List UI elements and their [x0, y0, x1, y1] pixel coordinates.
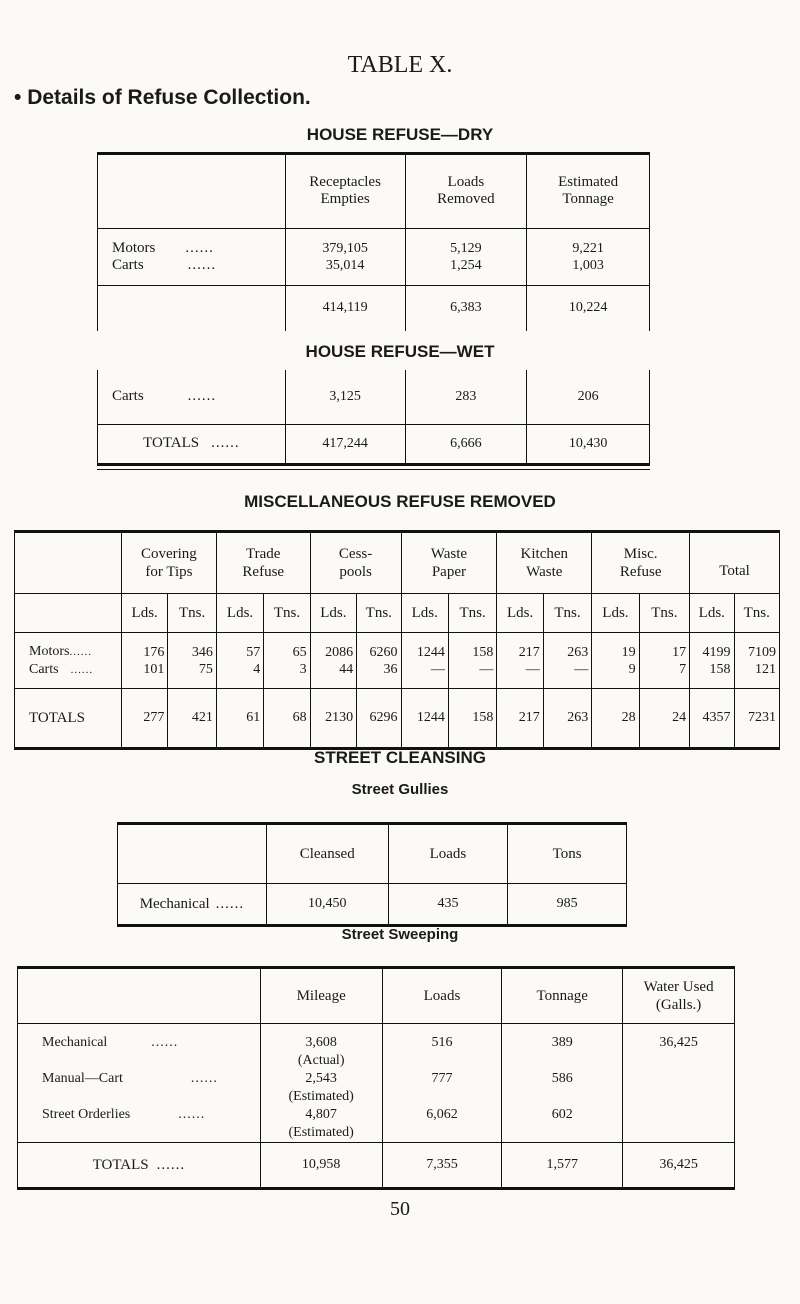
misc-cell: 3 [299, 661, 307, 677]
wet-totals-label: TOTALS [143, 435, 200, 451]
cleansing-heading: STREET CLEANSING [314, 748, 486, 767]
sweeping-col-water: Water Used (Galls.) [623, 968, 735, 1024]
sweeping-totals-label: TOTALS [92, 1156, 149, 1173]
gullies-cell: 435 [388, 884, 508, 926]
misc-totals-cell: 6296 [357, 689, 401, 749]
misc-subheader-row [15, 594, 780, 633]
dry-col-receptacles: Receptacles Empties [285, 154, 405, 228]
dry-row-label: Motors ...... [112, 239, 214, 256]
table-title: TABLE X. [347, 52, 453, 78]
gullies-subheading: Street Gullies [351, 781, 449, 798]
misc-row-label: Carts ...... [29, 661, 94, 677]
misc-cell: 217 [518, 644, 540, 660]
dry-data-rows [98, 228, 650, 285]
misc-cell: 4 [253, 661, 261, 677]
misc-totals-cell: 28 [592, 689, 639, 749]
misc-totals-cell: 68 [264, 689, 310, 749]
dry-table [97, 154, 650, 331]
misc-cell: 158 [709, 661, 731, 677]
misc-group-trade: Trade Refuse [216, 532, 310, 594]
sweeping-note: (Actual) [297, 1053, 345, 1068]
dry-col-tonnage: Estimated Tonnage [527, 154, 650, 228]
misc-cell: 7109 [748, 644, 776, 660]
gullies-row: Mechanical ...... 10,450 435 985 [118, 884, 627, 926]
wet-totals-cell: 10,430 [527, 424, 650, 464]
dry-subtotal-cell: 414,119 [285, 285, 405, 331]
misc-group-cesspools: Cess- pools [310, 532, 401, 594]
dry-subtotal-cell: 6,383 [405, 285, 527, 331]
misc-cell: 36 [383, 661, 398, 677]
misc-totals-cell: 158 [448, 689, 496, 749]
misc-totals-cell: 4357 [690, 689, 734, 749]
sweeping-col-tonnage: Tonnage [502, 968, 623, 1024]
gullies-row-label: Mechanical [139, 895, 210, 912]
sweeping-totals-row: TOTALS ...... 10,958 7,355 1,577 36,425 [18, 1143, 735, 1189]
gullies-cell: 10,450 [266, 884, 388, 926]
sweeping-note: (Estimated) [288, 1089, 354, 1104]
misc-cell: 1244 [416, 644, 445, 660]
dry-heading: HOUSE REFUSE—DRY [306, 125, 494, 144]
wet-row-label: Carts [112, 388, 144, 405]
misc-row-label: Motors...... [29, 643, 92, 659]
misc-sub-lds: Lds. [121, 594, 167, 633]
wet-cell: 206 [527, 370, 650, 424]
sweeping-totals-cell: 10,958 [260, 1143, 382, 1189]
sweeping-tonnage: 389 [551, 1035, 573, 1050]
misc-totals-cell: 1244 [401, 689, 448, 749]
misc-totals-row [15, 689, 780, 749]
misc-sub-lds: Lds. [310, 594, 356, 633]
misc-sub-tns: Tns. [639, 594, 689, 633]
misc-sub-tns: Tns. [357, 594, 401, 633]
wet-cell: 283 [405, 370, 527, 424]
misc-cell: 75 [198, 661, 213, 677]
misc-cell: — [525, 661, 540, 677]
misc-cell: 2086 [325, 644, 354, 660]
misc-sub-lds: Lds. [592, 594, 639, 633]
page-subtitle [14, 86, 311, 110]
misc-sub-lds: Lds. [401, 594, 448, 633]
gullies-col-loads: Loads [388, 824, 508, 884]
sweeping-heading: Street Sweeping [341, 926, 459, 943]
sweeping-blank-header [18, 968, 261, 1024]
misc-sub-tns: Tns. [734, 594, 780, 633]
sweeping-col-mileage: Mileage [260, 968, 382, 1024]
misc-group-waste-paper: Waste Paper [401, 532, 497, 594]
misc-sub-tns: Tns. [168, 594, 216, 633]
dry-subtotal-cell: 10,224 [527, 285, 650, 331]
dry-cell: 9,221 [572, 240, 604, 256]
sweeping-table [17, 966, 735, 1190]
subtitle-text: Details of Refuse Collection. [27, 86, 311, 109]
misc-sub-tns: Tns. [264, 594, 310, 633]
misc-group-kitchen: Kitchen Waste [497, 532, 592, 594]
sweeping-mileage: 2,543 [305, 1071, 337, 1086]
misc-cell: 4199 [702, 644, 731, 660]
misc-cell: 346 [191, 644, 213, 660]
sweeping-loads: 516 [431, 1035, 453, 1050]
dry-row-label: Carts ...... [112, 256, 217, 273]
misc-totals-cell: 24 [639, 689, 689, 749]
misc-totals-cell: 421 [168, 689, 216, 749]
sweeping-mileage: 4,807 [305, 1107, 337, 1122]
sweeping-tonnage: 602 [551, 1107, 573, 1122]
misc-totals-cell: 277 [121, 689, 167, 749]
sweeping-loads: 6,062 [426, 1107, 458, 1122]
misc-cell: 263 [567, 644, 589, 660]
wet-double-rule [97, 469, 650, 470]
wet-totals-row: TOTALS ...... 417,244 6,666 10,430 [98, 424, 650, 464]
sweeping-row-label: Street Orderlies ...... [42, 1107, 206, 1122]
misc-cell: 101 [143, 661, 165, 677]
misc-cell: 17 [672, 644, 687, 660]
wet-cell: 3,125 [285, 370, 405, 424]
misc-cell: 176 [143, 644, 165, 660]
sweeping-totals-cell: 7,355 [382, 1143, 502, 1189]
misc-cell: — [430, 661, 445, 677]
misc-group-covering: Covering for Tips [121, 532, 216, 594]
wet-totals-cell: 6,666 [405, 424, 527, 464]
gullies-col-tons: Tons [508, 824, 627, 884]
dry-cell: 379,105 [322, 240, 368, 256]
wet-table [97, 370, 650, 466]
misc-cell: 158 [472, 644, 494, 660]
misc-cell: 9 [628, 661, 636, 677]
sweeping-loads: 777 [431, 1071, 453, 1086]
misc-sub-lds: Lds. [690, 594, 734, 633]
wet-totals-cell: 417,244 [285, 424, 405, 464]
sweeping-row-label: Mechanical ...... [42, 1035, 179, 1050]
sweeping-water: 36,425 [659, 1035, 698, 1050]
misc-data-rows [15, 633, 780, 689]
misc-totals-cell: 263 [543, 689, 591, 749]
dry-subtotal-row [98, 285, 650, 331]
sweeping-row-label: Manual—Cart ...... [42, 1071, 218, 1086]
bullet-icon: • [14, 86, 22, 109]
misc-blank-header [15, 532, 122, 594]
misc-totals-label: TOTALS [15, 689, 122, 749]
wet-row: Carts ...... 3,125 283 206 [98, 370, 650, 424]
sweeping-col-loads: Loads [382, 968, 502, 1024]
misc-cell: 7 [679, 661, 687, 677]
gullies-blank-header [118, 824, 267, 884]
gullies-col-cleansed: Cleansed [266, 824, 388, 884]
misc-group-total: Total [690, 532, 780, 594]
misc-totals-cell: 217 [497, 689, 543, 749]
misc-cell: 44 [339, 661, 354, 677]
dry-cell: 1,254 [450, 257, 482, 273]
misc-totals-cell: 61 [216, 689, 263, 749]
wet-heading: HOUSE REFUSE—WET [305, 342, 495, 361]
dry-col-loads: Loads Removed [405, 154, 527, 228]
misc-sub-lds: Lds. [216, 594, 263, 633]
misc-cell: 6260 [369, 644, 398, 660]
misc-sub-tns: Tns. [448, 594, 496, 633]
misc-totals-cell: 2130 [310, 689, 356, 749]
misc-table [14, 530, 780, 750]
dry-cell: 35,014 [325, 257, 365, 273]
misc-cell: 121 [755, 661, 776, 677]
misc-totals-cell: 7231 [734, 689, 780, 749]
dry-cell: 1,003 [572, 257, 604, 273]
page-number: 50 [390, 1198, 410, 1220]
gullies-table [117, 822, 627, 927]
sweeping-totals-cell: 1,577 [502, 1143, 623, 1189]
misc-heading: MISCELLANEOUS REFUSE REMOVED [244, 492, 556, 511]
misc-sub-tns: Tns. [543, 594, 591, 633]
misc-cell: 65 [292, 644, 307, 660]
misc-cell: — [574, 661, 589, 677]
misc-group-misc: Misc. Refuse [592, 532, 690, 594]
sweeping-mileage: 3,608 [305, 1035, 337, 1050]
misc-cell: 19 [621, 644, 636, 660]
sweeping-note: (Estimated) [288, 1125, 354, 1140]
misc-sub-lds: Lds. [497, 594, 543, 633]
dry-blank-header [98, 154, 286, 228]
gullies-cell: 985 [508, 884, 627, 926]
misc-cell: — [479, 661, 494, 677]
dry-cell: 5,129 [450, 240, 482, 256]
sweeping-data-rows [18, 1024, 735, 1143]
sweeping-totals-cell: 36,425 [623, 1143, 735, 1189]
misc-cell: 57 [246, 644, 261, 660]
sweeping-tonnage: 586 [551, 1071, 573, 1086]
